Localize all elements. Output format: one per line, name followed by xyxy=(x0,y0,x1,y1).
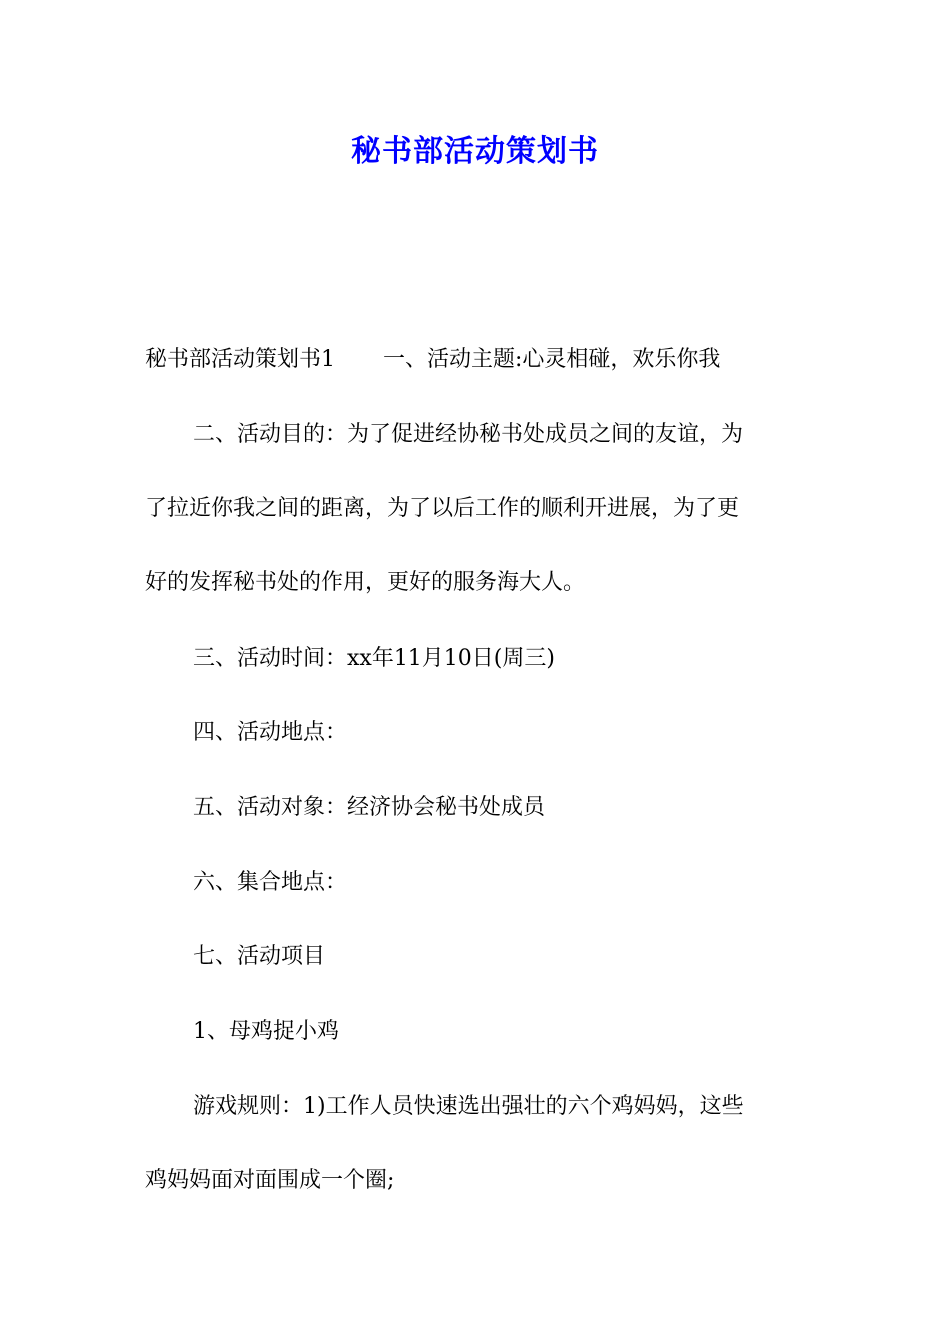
paragraph-line-1 xyxy=(145,345,810,375)
section-activity-time: 三、活动时间：xx年11月10日(周三) xyxy=(193,646,555,671)
section-activity-theme: 一、活动主题:心灵相碰，欢乐你我 xyxy=(383,347,721,372)
section-activity-location: 四、活动地点： xyxy=(193,720,348,745)
document-title: 秘书部活动策划书 xyxy=(351,134,599,169)
paragraph-line-continuation: 鸡妈妈面对面围成一个圈; xyxy=(145,1168,395,1193)
paragraph-line-continuation: 了拉近你我之间的距离，为了以后工作的顺利开进展，为了更 xyxy=(145,496,740,521)
section-activity-items: 七、活动项目 xyxy=(193,944,326,969)
paragraph-line-continuation: 好的发挥秘书处的作用，更好的服务海大人。 xyxy=(145,570,586,595)
section-gathering-location: 六、集合地点： xyxy=(193,870,348,895)
section-activity-target: 五、活动对象：经济协会秘书处成员 xyxy=(193,795,546,820)
game-rules: 游戏规则：1)工作人员快速选出强壮的六个鸡妈妈，这些 xyxy=(193,1094,744,1119)
document-subtitle: 秘书部活动策划书1 xyxy=(145,347,335,372)
section-activity-purpose: 二、活动目的：为了促进经协秘书处成员之间的友谊，为 xyxy=(193,422,744,447)
item-hen-catches-chick: 1、母鸡捉小鸡 xyxy=(193,1019,339,1044)
